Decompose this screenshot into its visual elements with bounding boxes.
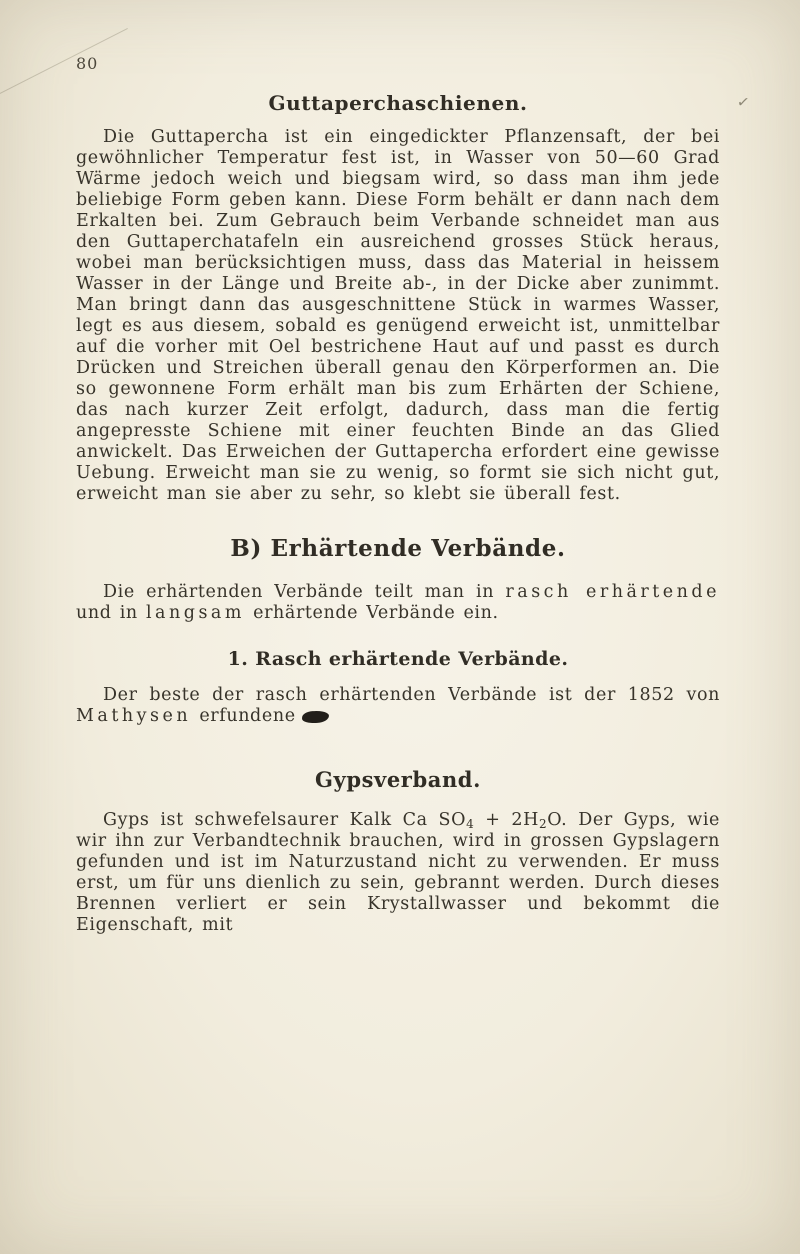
heading-guttaperchaschienen: Guttaperchaschienen. [268, 91, 528, 115]
subheading-rasch-erhaertende-verbaende: 1. Rasch erhärtende Verbände. [227, 648, 569, 670]
emphasis-mathysen: Mathysen [76, 706, 192, 726]
gyps-fragment: Gyps ist schwefelsaurer Kalk Ca SO [103, 810, 467, 830]
pencil-check-mark: ✓ [736, 92, 752, 112]
paragraph-mathysen [76, 685, 720, 727]
intro-fragment: und in [76, 603, 146, 623]
mathysen-fragment: Der beste der rasch erhärtenden Verbände ist der 1852 von [103, 685, 720, 705]
emphasis-langsam: langsam [145, 603, 245, 623]
chapter-heading-row [76, 91, 752, 115]
formula-subscript-4: 4 [466, 817, 475, 831]
paragraph-gyps [76, 810, 720, 936]
heading-gypsverband: Gypsverband. [314, 767, 482, 792]
heading-section-b: B) Erhärtende Verbände. [230, 535, 566, 562]
mathysen-fragment: erfundene [191, 706, 296, 726]
emphasis-rasch-erhaertende: rasch erhärtende [505, 582, 720, 602]
page-number: 80 [76, 54, 99, 73]
gyps-fragment: + 2H [474, 810, 540, 830]
formula-subscript-2: 2 [539, 817, 548, 831]
intro-fragment: erhärtende Verbände ein. [244, 603, 499, 623]
paragraph-guttapercha: Die Guttapercha ist ein eingedickter Pflanzensaft, der bei gewöhnlicher Temperatur fest ist, in Wasser von 50—60 Grad Wärme jedoch weich und biegsam wird, so dass man ihm jede beliebige Form geben kann. Diese Form behält er dann nach dem Erkalten bei. Zum Gebrauch beim Verbande schneidet man aus den Guttaperchatafeln ein ausreichend grosses Stück heraus, wobei man berücksichtigen muss, dass das Material in heissem Wasser in der Länge und Breite ab-, in der Dicke aber zunimmt. Man bringt dann das ausgeschnittene Stück in warmes Wasser, legt es aus diesem, sobald es genügend erweicht ist, unmittelbar auf die vorher mit Oel bestrichene Haut auf und passt es durch Drücken und Streichen überall genau den Körperformen an. Die so gewonnene Form erhält man bis zum Erhärten der Schiene, das nach kurzer Zeit erfolgt, dadurch, dass man die fertig angepresste Schiene mit einer feuchten Binde an das Glied anwickelt. Das Erweichen der Guttapercha erfordert eine gewisse Uebung. Erweicht man sie zu wenig, so formt sie sich nicht gut, erweicht man sie aber zu sehr, so klebt sie überall fest. [76, 127, 720, 504]
paragraph-section-b-intro [76, 582, 720, 624]
ink-blot [301, 710, 329, 723]
gyps-fragment: O. Der Gyps, wie wir ihn zur Verbandtechnik brauchen, wird in grossen Gypslagern gefunden und ist im Naturzustand nicht zu verwenden. Er muss erst, um für uns dienlich zu sein, gebrannt werden. Durch dieses Brennen verliert er sein Krystallwasser und bekommt die Eigenschaft, mit [76, 810, 720, 935]
intro-fragment: Die erhärtenden Verbände teilt man in [103, 582, 506, 602]
